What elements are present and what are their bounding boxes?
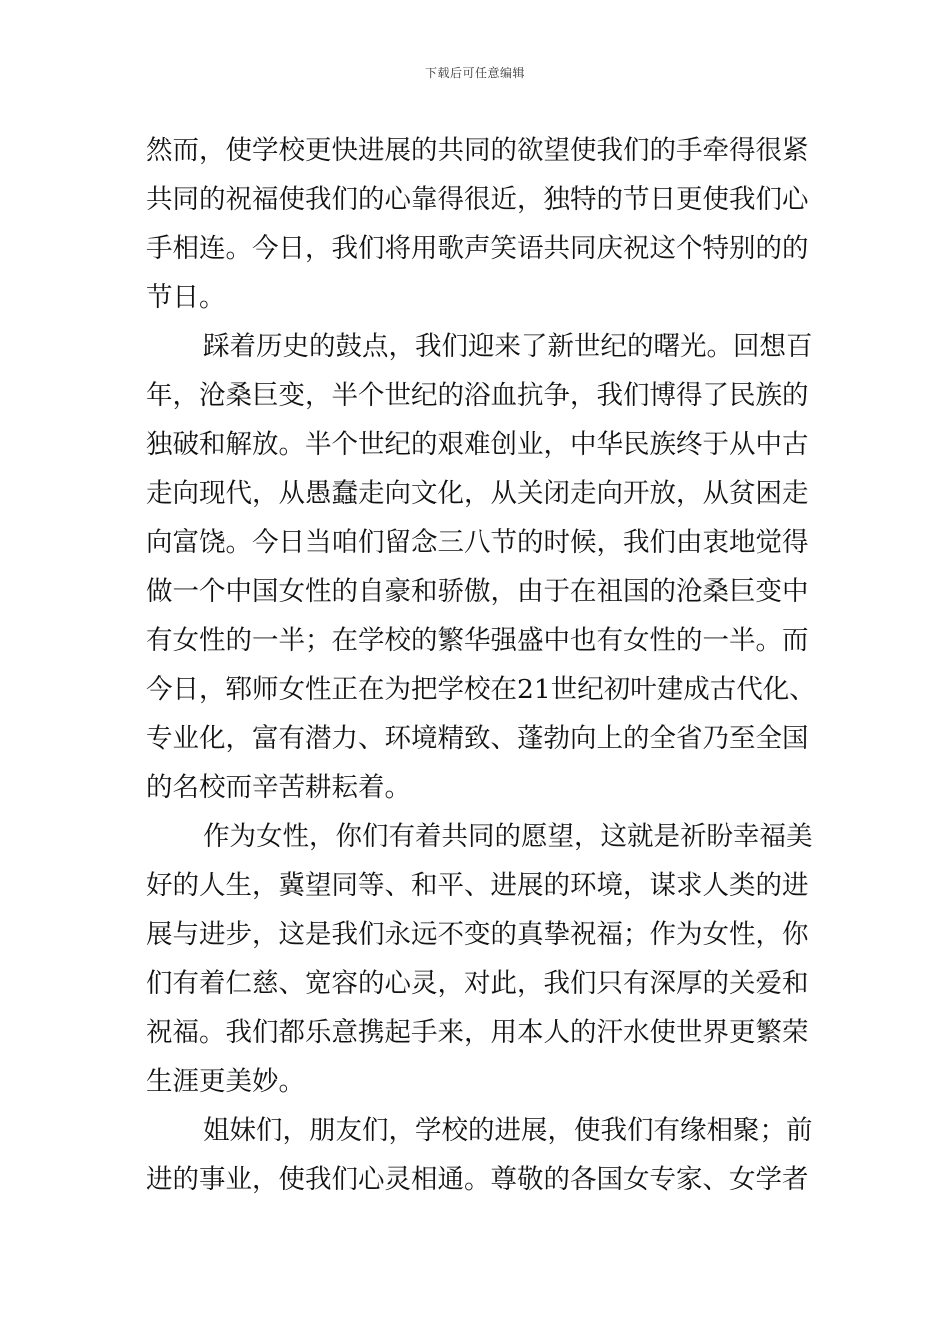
text-line: 好的人生，冀望同等、和平、进展的环境，谋求人类的进 <box>146 870 809 901</box>
text-line: 今日，郓师女性正在为把学校在21世纪初叶建成古代化、 <box>146 674 816 705</box>
text-line: 踩着历史的鼓点，我们迎来了新世纪的曙光。回想百 <box>203 331 813 362</box>
text-line: 姐妹们，朋友们，学校的进展，使我们有缘相聚；前 <box>203 1115 813 1146</box>
paragraph-2 <box>146 322 814 812</box>
paragraph-4 <box>146 1106 814 1204</box>
text-line: 专业化，富有潜力、环境精致、蓬勃向上的全省乃至全国 <box>146 723 809 754</box>
text-line: 祝福。我们都乐意携起手来，用本人的汗水使世界更繁荣 <box>146 1017 809 1048</box>
paragraph-3 <box>146 812 814 1106</box>
text-line: 独破和解放。半个世纪的艰难创业，中华民族终于从中古 <box>146 429 809 460</box>
text-line: 进的事业，使我们心灵相通。尊敬的各国女专家、女学者 <box>146 1164 809 1195</box>
text-line: 作为女性，你们有着共同的愿望，这就是祈盼幸福美 <box>203 821 813 852</box>
text-line: 年，沧桑巨变，半个世纪的浴血抗争，我们博得了民族的 <box>146 380 809 411</box>
paragraph-1 <box>146 126 814 322</box>
text-line: 展与进步，这是我们永远不变的真挚祝福；作为女性，你 <box>146 919 809 950</box>
page-header: 下载后可任意编辑 <box>424 66 525 80</box>
text-line: 的名校而辛苦耕耘着。 <box>146 772 411 803</box>
text-line: 共同的祝福使我们的心靠得很近，独特的节日更使我们心 <box>146 184 809 215</box>
text-line: 做一个中国女性的自豪和骄傲，由于在祖国的沧桑巨变中 <box>146 576 809 607</box>
text-line: 手相连。今日，我们将用歌声笑语共同庆祝这个特别的的 <box>146 233 809 264</box>
text-line: 然而，使学校更快进展的共同的欲望使我们的手牵得很紧 <box>146 135 809 166</box>
text-line: 走向现代，从愚蠢走向文化，从关闭走向开放，从贫困走 <box>146 478 809 509</box>
text-line: 向富饶。今日当咱们留念三八节的时候，我们由衷地觉得 <box>146 527 809 558</box>
text-line: 生涯更美妙。 <box>146 1066 305 1097</box>
document-body <box>146 126 814 1204</box>
text-line: 们有着仁慈、宽容的心灵，对此，我们只有深厚的关爱和 <box>146 968 809 999</box>
text-line: 有女性的一半；在学校的繁华强盛中也有女性的一半。而 <box>146 625 809 656</box>
text-line: 节日。 <box>146 282 226 313</box>
